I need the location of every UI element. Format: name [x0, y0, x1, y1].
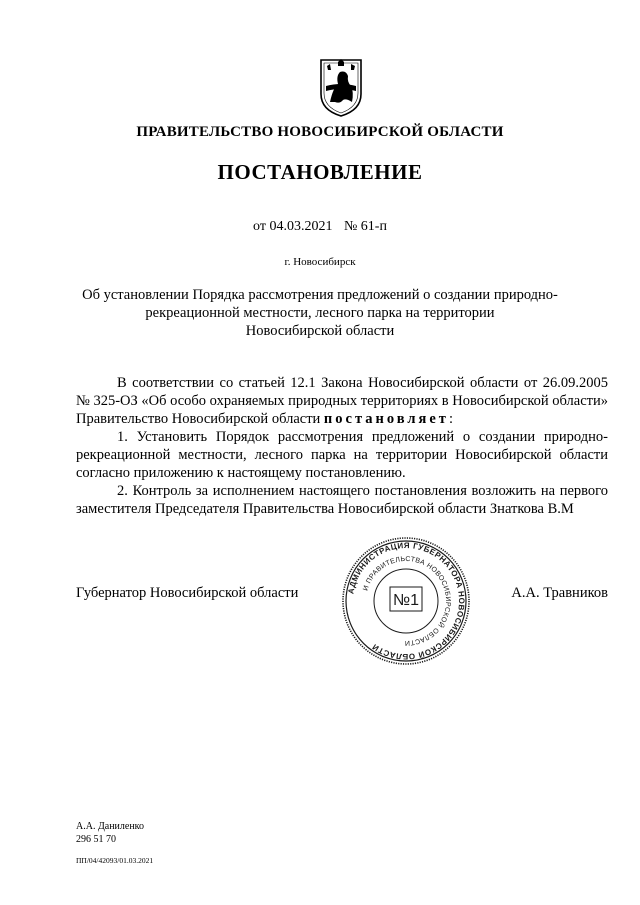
executor-phone: 296 51 70: [76, 834, 116, 845]
document-body: [76, 374, 608, 518]
stamp-outer-text: АДМИНИСТРАЦИЯ ГУБЕРНАТОРА НОВОСИБИРСКОЙ ОБЛАСТИ: [346, 540, 467, 662]
signatory-name: А.А. Травников: [511, 585, 608, 601]
item-2-paragraph: 2. Контроль за исполнением настоящего постановления возложить на первого заместителя Председателя Правительства Новосибирской области Знаткова В.М: [76, 483, 608, 517]
executor-block: [76, 820, 144, 846]
preamble-end: :: [448, 411, 453, 427]
resolution-keyword: постановляет: [323, 411, 449, 427]
organization-title: ПРАВИТЕЛЬСТВО НОВОСИБИРСКОЙ ОБЛАСТИ: [136, 124, 504, 140]
preamble-text: В соответствии со статьей 12.1 Закона Новосибирской области от 26.09.2005 № 325-ОЗ «Об особо охраняемых природных территориях в Новосибирской области» Правительство Новосибирской области: [76, 375, 608, 427]
stamp-center-number: №1: [392, 592, 420, 609]
coat-of-arms-icon: [318, 58, 364, 118]
document-city: г. Новосибирск: [284, 256, 356, 268]
date-number-line: [0, 219, 640, 235]
document-date: от 04.03.2021: [253, 219, 333, 234]
executor-name: А.А. Даниленко: [76, 821, 145, 832]
preamble-paragraph: [76, 374, 608, 428]
title-line: рекреационной местности, лесного парка на территории: [145, 305, 495, 321]
document-number: № 61-п: [343, 219, 387, 234]
document-title: [60, 286, 580, 340]
document-type-heading: ПОСТАНОВЛЕНИЕ: [217, 160, 423, 184]
stamp-inner-text: И ПРАВИТЕЛЬСТВА НОВОСИБИРСКОЙ ОБЛАСТИ: [362, 555, 452, 647]
registry-number: ПП/04/42093/01.03.2021: [76, 856, 154, 865]
official-stamp: [340, 535, 472, 667]
title-line: Новосибирской области: [245, 323, 395, 339]
item-1-paragraph: 1. Установить Порядок рассмотрения предложений о создании природно-рекреационной местности, лесного парка на территории Новосибирской области согласно приложению к настоящему постановлению.: [76, 429, 608, 481]
signatory-role: Губернатор Новосибирской области: [76, 585, 299, 601]
title-line: Об установлении Порядка рассмотрения предложений о создании природно-: [82, 287, 558, 303]
